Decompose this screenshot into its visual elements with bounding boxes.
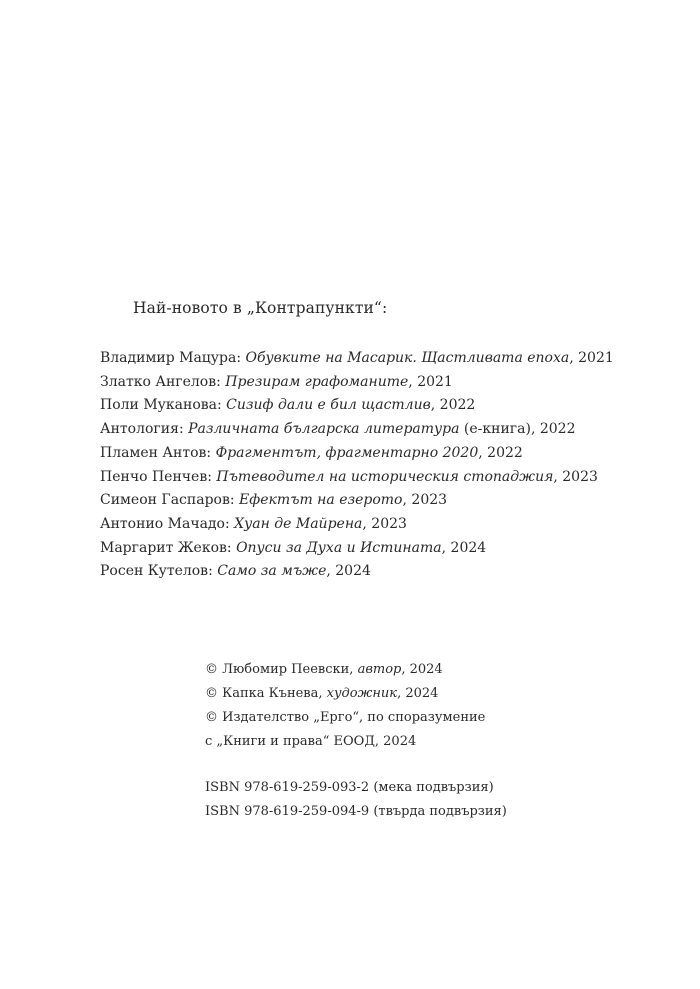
book-note: (е-книга) <box>459 421 531 438</box>
book-title: Опуси за Духа и Истината <box>236 539 442 556</box>
book-year: 2022 <box>439 397 476 414</box>
copyright-artist-name: © Капка Кънева, <box>205 686 327 701</box>
copyright-block <box>205 658 485 754</box>
isbn-hardcover: ISBN 978-619-259-094-9 (твърда подвързия) <box>205 804 507 819</box>
book-author: Пламен Антов <box>100 444 207 461</box>
book-year: 2024 <box>450 539 487 556</box>
book-title: Пътеводител на историческия стопаджия <box>216 468 554 485</box>
book-title: Фрагментът, фрагментарно 2020 <box>215 444 479 461</box>
list-item: Владимир Мацура: Обувките на Масарик. Щастливата епоха, 2021 <box>100 350 614 366</box>
book-author: Антология <box>100 421 179 438</box>
book-author: Росен Кутелов <box>100 563 209 580</box>
list-item: Поли Муканова: Сизиф дали е бил щастлив, 2022 <box>100 397 476 414</box>
book-title: Сизиф дали е бил щастлив <box>226 397 431 414</box>
list-item: Маргарит Жеков: Опуси за Духа и Истината, 2024 <box>100 539 487 556</box>
book-author: Симеон Гаспаров <box>100 492 230 509</box>
book-year: 2021 <box>417 373 453 390</box>
copyright-author-year: , 2024 <box>401 662 443 677</box>
copyright-artist-year: , 2024 <box>397 686 439 701</box>
book-year: 2021 <box>578 350 614 366</box>
book-author: Владимир Мацура <box>100 350 237 366</box>
book-title: Ефектът на езерото <box>239 492 403 509</box>
series-heading: Най-новото в „Контрапункти“: <box>133 299 388 317</box>
book-list <box>100 347 614 584</box>
copyright-author-role: автор <box>357 662 402 677</box>
book-title: Хуан де Майрена <box>234 515 363 532</box>
list-item: Антонио Мачадо: Хуан де Майрена, 2023 <box>100 515 407 532</box>
book-year: 2023 <box>411 492 448 509</box>
book-author: Златко Ангелов <box>100 373 217 390</box>
book-year: 2022 <box>539 421 576 438</box>
book-title: Презирам графоманите <box>225 373 409 390</box>
book-year: 2023 <box>371 515 407 532</box>
book-year: 2022 <box>487 444 523 461</box>
book-title: Само за мъже <box>217 563 327 580</box>
book-year: 2023 <box>562 468 598 485</box>
isbn-block <box>205 776 507 824</box>
list-item: Пенчо Пенчев: Пътеводител на историческия стопаджия, 2023 <box>100 468 598 485</box>
book-author: Поли Муканова <box>100 397 217 414</box>
list-item: Симеон Гаспаров: Ефектът на езерото, 2023 <box>100 492 448 509</box>
list-item: Пламен Антов: Фрагментът, фрагментарно 2020, 2022 <box>100 444 523 461</box>
list-item: Антология: Различната българска литература (е-книга), 2022 <box>100 421 576 438</box>
copyright-author-line <box>205 658 485 682</box>
book-author: Пенчо Пенчев <box>100 468 208 485</box>
list-item: Росен Кутелов: Само за мъже, 2024 <box>100 563 371 580</box>
isbn-paperback: ISBN 978-619-259-093-2 (мека подвързия) <box>205 780 494 795</box>
book-author: Маргарит Жеков <box>100 539 227 556</box>
book-title: Обувките на Масарик. Щастливата епоха <box>245 350 570 366</box>
copyright-publisher-line: © Издателство „Ерго“, по споразумение <box>205 710 486 725</box>
book-title: Различната българска литература <box>188 421 460 438</box>
copyright-author-name: © Любомир Пеевски, <box>205 662 358 677</box>
copyright-artist-role: художник <box>326 686 398 701</box>
copyright-rights-line: с „Книги и права“ ЕООД, 2024 <box>205 734 417 749</box>
book-year: 2024 <box>335 563 371 580</box>
book-author: Антонио Мачадо <box>100 515 225 532</box>
copyright-artist-line <box>205 682 485 706</box>
list-item: Златко Ангелов: Презирам графоманите, 2021 <box>100 373 453 390</box>
